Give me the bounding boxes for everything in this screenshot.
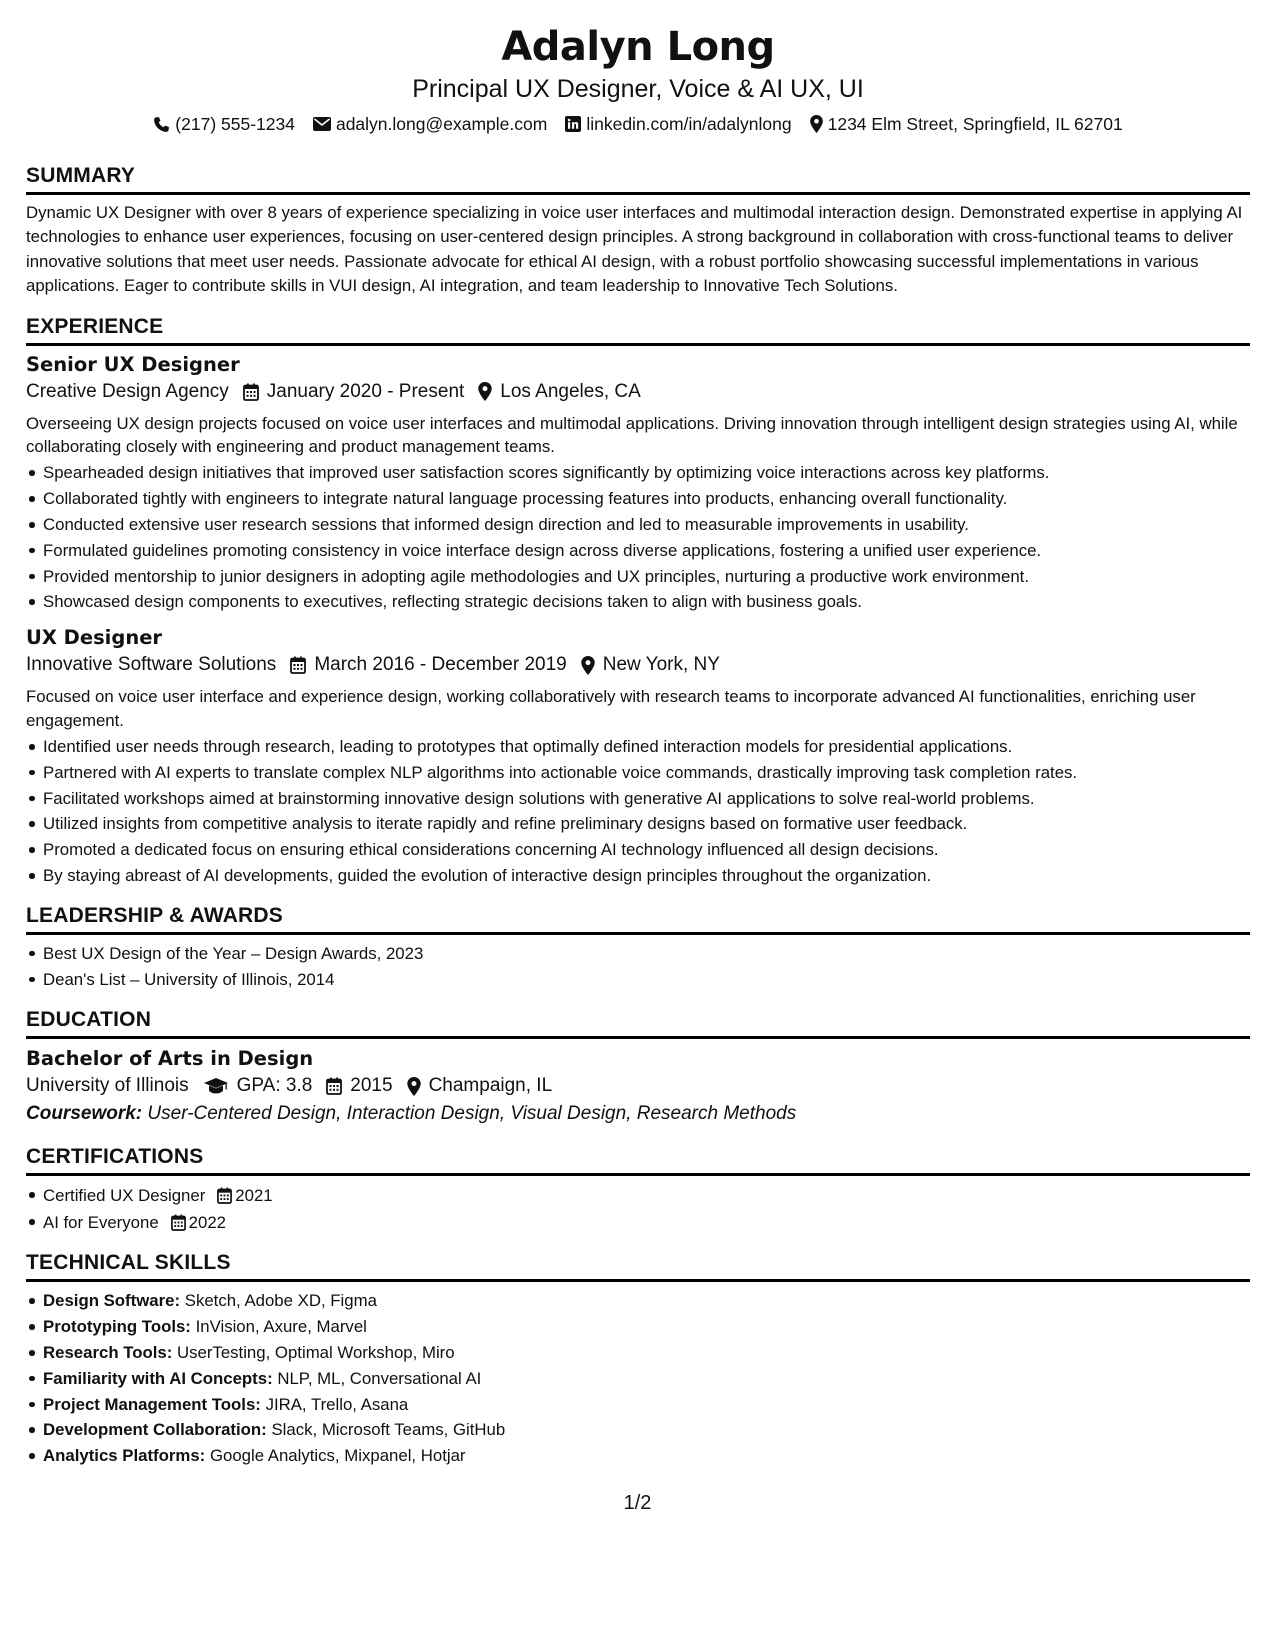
certifications-section xyxy=(26,1144,1250,1236)
education-heading: EDUCATION xyxy=(26,1007,1250,1039)
map-pin-icon xyxy=(407,1077,421,1096)
job-location xyxy=(581,651,720,679)
contact-linkedin[interactable] xyxy=(565,112,791,136)
calendar-icon xyxy=(243,383,259,401)
certification-row xyxy=(43,1182,273,1209)
location-text: Los Angeles, CA xyxy=(500,380,641,402)
date-range: January 2020 - Present xyxy=(266,380,465,402)
contact-email[interactable] xyxy=(313,112,547,136)
skill-value: UserTesting, Optimal Workshop, Miro xyxy=(177,1343,455,1362)
certifications-heading: CERTIFICATIONS xyxy=(26,1144,1250,1176)
job-description: Focused on voice user interface and experience design, working collaboratively with research teams to incorporate advanced AI functionalities, enriching user engagement. xyxy=(26,687,1196,730)
leadership-section xyxy=(26,903,1250,993)
skill-label: Project Management Tools: xyxy=(43,1394,261,1414)
coursework-line xyxy=(26,1100,1250,1128)
skill-value: Google Analytics, Mixpanel, Hotjar xyxy=(209,1446,466,1466)
job-company xyxy=(26,651,276,679)
skill-value: InVision, Axure, Marvel xyxy=(195,1317,367,1337)
calendar-icon xyxy=(171,1214,186,1231)
list-item xyxy=(43,1443,1250,1469)
phone-number: (217) 555-1234 xyxy=(175,114,295,134)
school-name xyxy=(26,1072,189,1100)
location-text: New York, NY xyxy=(602,654,720,676)
skill-label: Analytics Platforms: xyxy=(43,1446,206,1466)
certifications-list xyxy=(26,1182,1250,1236)
year-text: 2021 xyxy=(235,1186,273,1206)
summary-heading: SUMMARY xyxy=(26,163,1250,195)
list-item: Collaborated tightly with engineers to integrate natural language processing features into products, enhancing overall functionality. xyxy=(43,486,1250,512)
email-address: adalyn.long@example.com xyxy=(335,114,548,134)
awards-list xyxy=(26,941,1250,993)
calendar-icon xyxy=(326,1077,342,1095)
certification-year xyxy=(217,1182,272,1209)
skill-value: Slack, Microsoft Teams, GitHub xyxy=(271,1420,506,1440)
year-text: 2015 xyxy=(350,1075,393,1097)
list-item: Provided mentorship to junior designers in adopting agile methodologies and UX principles, nurturing a productive work environment. xyxy=(43,564,1250,590)
list-item xyxy=(43,1288,1250,1314)
education-location xyxy=(407,1072,553,1100)
coursework-text: User-Centered Design, Interaction Design, Visual Design, Research Methods xyxy=(147,1103,797,1125)
candidate-title: Principal UX Designer, Voice & AI UX, UI xyxy=(412,75,864,103)
map-pin-icon xyxy=(478,382,492,401)
job-dates xyxy=(243,378,465,406)
education-gpa xyxy=(203,1072,313,1100)
resume-header xyxy=(26,20,1250,136)
skill-label: Familiarity with AI Concepts: xyxy=(43,1368,273,1388)
list-item: Conducted extensive user research sessions that informed design direction and led to measurable improvements in usability. xyxy=(43,512,1250,538)
map-pin-icon xyxy=(810,115,823,133)
contact-line xyxy=(26,112,1250,136)
certification-row xyxy=(43,1209,226,1236)
skill-label: Research Tools: xyxy=(43,1343,173,1362)
certification-year xyxy=(171,1209,226,1236)
list-item: Partnered with AI experts to translate complex NLP algorithms into actionable voice commands, drastically improving task completion rates. xyxy=(43,760,1250,786)
list-item: Best UX Design of the Year – Design Awards, 2023 xyxy=(43,941,1250,967)
job-meta xyxy=(26,651,1250,679)
job-location xyxy=(478,378,640,406)
page-number: 1/2 xyxy=(623,1492,652,1514)
graduation-cap-icon xyxy=(203,1077,229,1095)
job-dates xyxy=(290,651,566,679)
skill-value: JIRA, Trello, Asana xyxy=(265,1394,409,1414)
phone-icon xyxy=(153,116,170,133)
list-item xyxy=(43,1314,1250,1340)
list-item xyxy=(43,1182,1250,1209)
job-description: Overseeing UX design projects focused on voice user interfaces and multimodal applications. Driving innovation through intelligent design strategies using AI, while collaborating closely with engineering and product management teams. xyxy=(26,413,1238,457)
job-title: Senior UX Designer xyxy=(26,352,240,376)
school-text: University of Illinois xyxy=(26,1075,189,1097)
degree-title: Bachelor of Arts in Design xyxy=(26,1047,314,1071)
list-item: Identified user needs through research, leading to prototypes that optimally defined interaction models for presidential applications. xyxy=(43,734,1250,760)
job-meta xyxy=(26,378,1250,406)
summary-text: Dynamic UX Designer with over 8 years of experience specializing in voice user interfaces and multimodal interaction design. Demonstrated expertise in applying AI technologies to enhance user experiences, focusing on user-centered design principles. A strong background in collaboration with cross-functional teams to deliver innovative solutions that meet user needs. Passionate advocate for ethical AI design, with a robust portfolio showcasing successful implementations in various applications. Eager to contribute skills in VUI design, AI integration, and team leadership to Innovative Tech Solutions. xyxy=(26,203,1243,296)
summary-section xyxy=(26,163,1250,299)
street-address: 1234 Elm Street, Springfield, IL 62701 xyxy=(827,114,1123,134)
education-meta xyxy=(26,1072,1250,1100)
candidate-name: Adalyn Long xyxy=(501,24,775,70)
skills-section xyxy=(26,1250,1250,1469)
list-item: Utilized insights from competitive analysis to iterate rapidly and refine preliminary designs based on formative user feedback. xyxy=(43,811,1250,837)
skill-value: NLP, ML, Conversational AI xyxy=(277,1368,482,1388)
experience-section xyxy=(26,314,1250,889)
job-entry xyxy=(26,352,1250,616)
experience-heading: EXPERIENCE xyxy=(26,314,1250,346)
skill-value: Sketch, Adobe XD, Figma xyxy=(184,1291,377,1311)
calendar-icon xyxy=(290,656,306,674)
leadership-heading: LEADERSHIP & AWARDS xyxy=(26,903,1250,935)
skills-heading: TECHNICAL SKILLS xyxy=(26,1250,1250,1282)
list-item xyxy=(43,1340,1250,1366)
gpa-text: GPA: 3.8 xyxy=(236,1075,313,1097)
skill-label: Design Software: xyxy=(43,1291,181,1311)
skill-label: Prototyping Tools: xyxy=(43,1317,191,1337)
contact-phone[interactable] xyxy=(153,112,295,136)
list-item: Formulated guidelines promoting consistency in voice interface design across diverse applications, fostering a unified user experience. xyxy=(43,538,1250,564)
date-range: March 2016 - December 2019 xyxy=(314,654,567,676)
list-item xyxy=(43,1392,1250,1418)
linkedin-icon xyxy=(565,116,581,132)
resume-page xyxy=(26,20,1250,1469)
linkedin-url: linkedin.com/in/adalynlong xyxy=(586,114,792,134)
list-item xyxy=(43,1209,1250,1236)
list-item: Spearheaded design initiatives that improved user satisfaction scores significantly by optimizing voice interactions across key platforms. xyxy=(43,460,1250,486)
certification-name: AI for Everyone xyxy=(43,1213,159,1233)
contact-address xyxy=(810,112,1123,136)
coursework-label: Coursework: xyxy=(26,1103,143,1125)
job-bullets xyxy=(26,734,1250,889)
company-name: Creative Design Agency xyxy=(26,380,229,402)
job-title: UX Designer xyxy=(26,626,163,650)
job-company xyxy=(26,378,229,406)
list-item: Dean's List – University of Illinois, 2014 xyxy=(43,967,1250,993)
list-item: Promoted a dedicated focus on ensuring ethical considerations concerning AI technology influenced all design decisions. xyxy=(43,837,1250,863)
education-section xyxy=(26,1007,1250,1128)
company-name: Innovative Software Solutions xyxy=(26,654,277,676)
year-text: 2022 xyxy=(188,1213,227,1233)
map-pin-icon xyxy=(581,656,595,675)
job-entry xyxy=(26,625,1250,889)
list-item: Showcased design components to executives, reflecting strategic decisions taken to align with business goals. xyxy=(43,589,1250,615)
skills-list xyxy=(26,1288,1250,1469)
list-item xyxy=(43,1366,1250,1392)
envelope-icon xyxy=(313,117,331,131)
job-bullets xyxy=(26,460,1250,615)
skill-label: Development Collaboration: xyxy=(43,1420,267,1440)
education-year xyxy=(326,1072,392,1100)
certification-name: Certified UX Designer xyxy=(43,1186,206,1206)
list-item: Facilitated workshops aimed at brainstorming innovative design solutions with generative AI applications to solve real-world problems. xyxy=(43,786,1250,812)
list-item xyxy=(43,1417,1250,1443)
list-item: By staying abreast of AI developments, guided the evolution of interactive design principles throughout the organization. xyxy=(43,863,1250,889)
calendar-icon xyxy=(217,1187,232,1204)
location-text: Champaign, IL xyxy=(428,1075,553,1097)
